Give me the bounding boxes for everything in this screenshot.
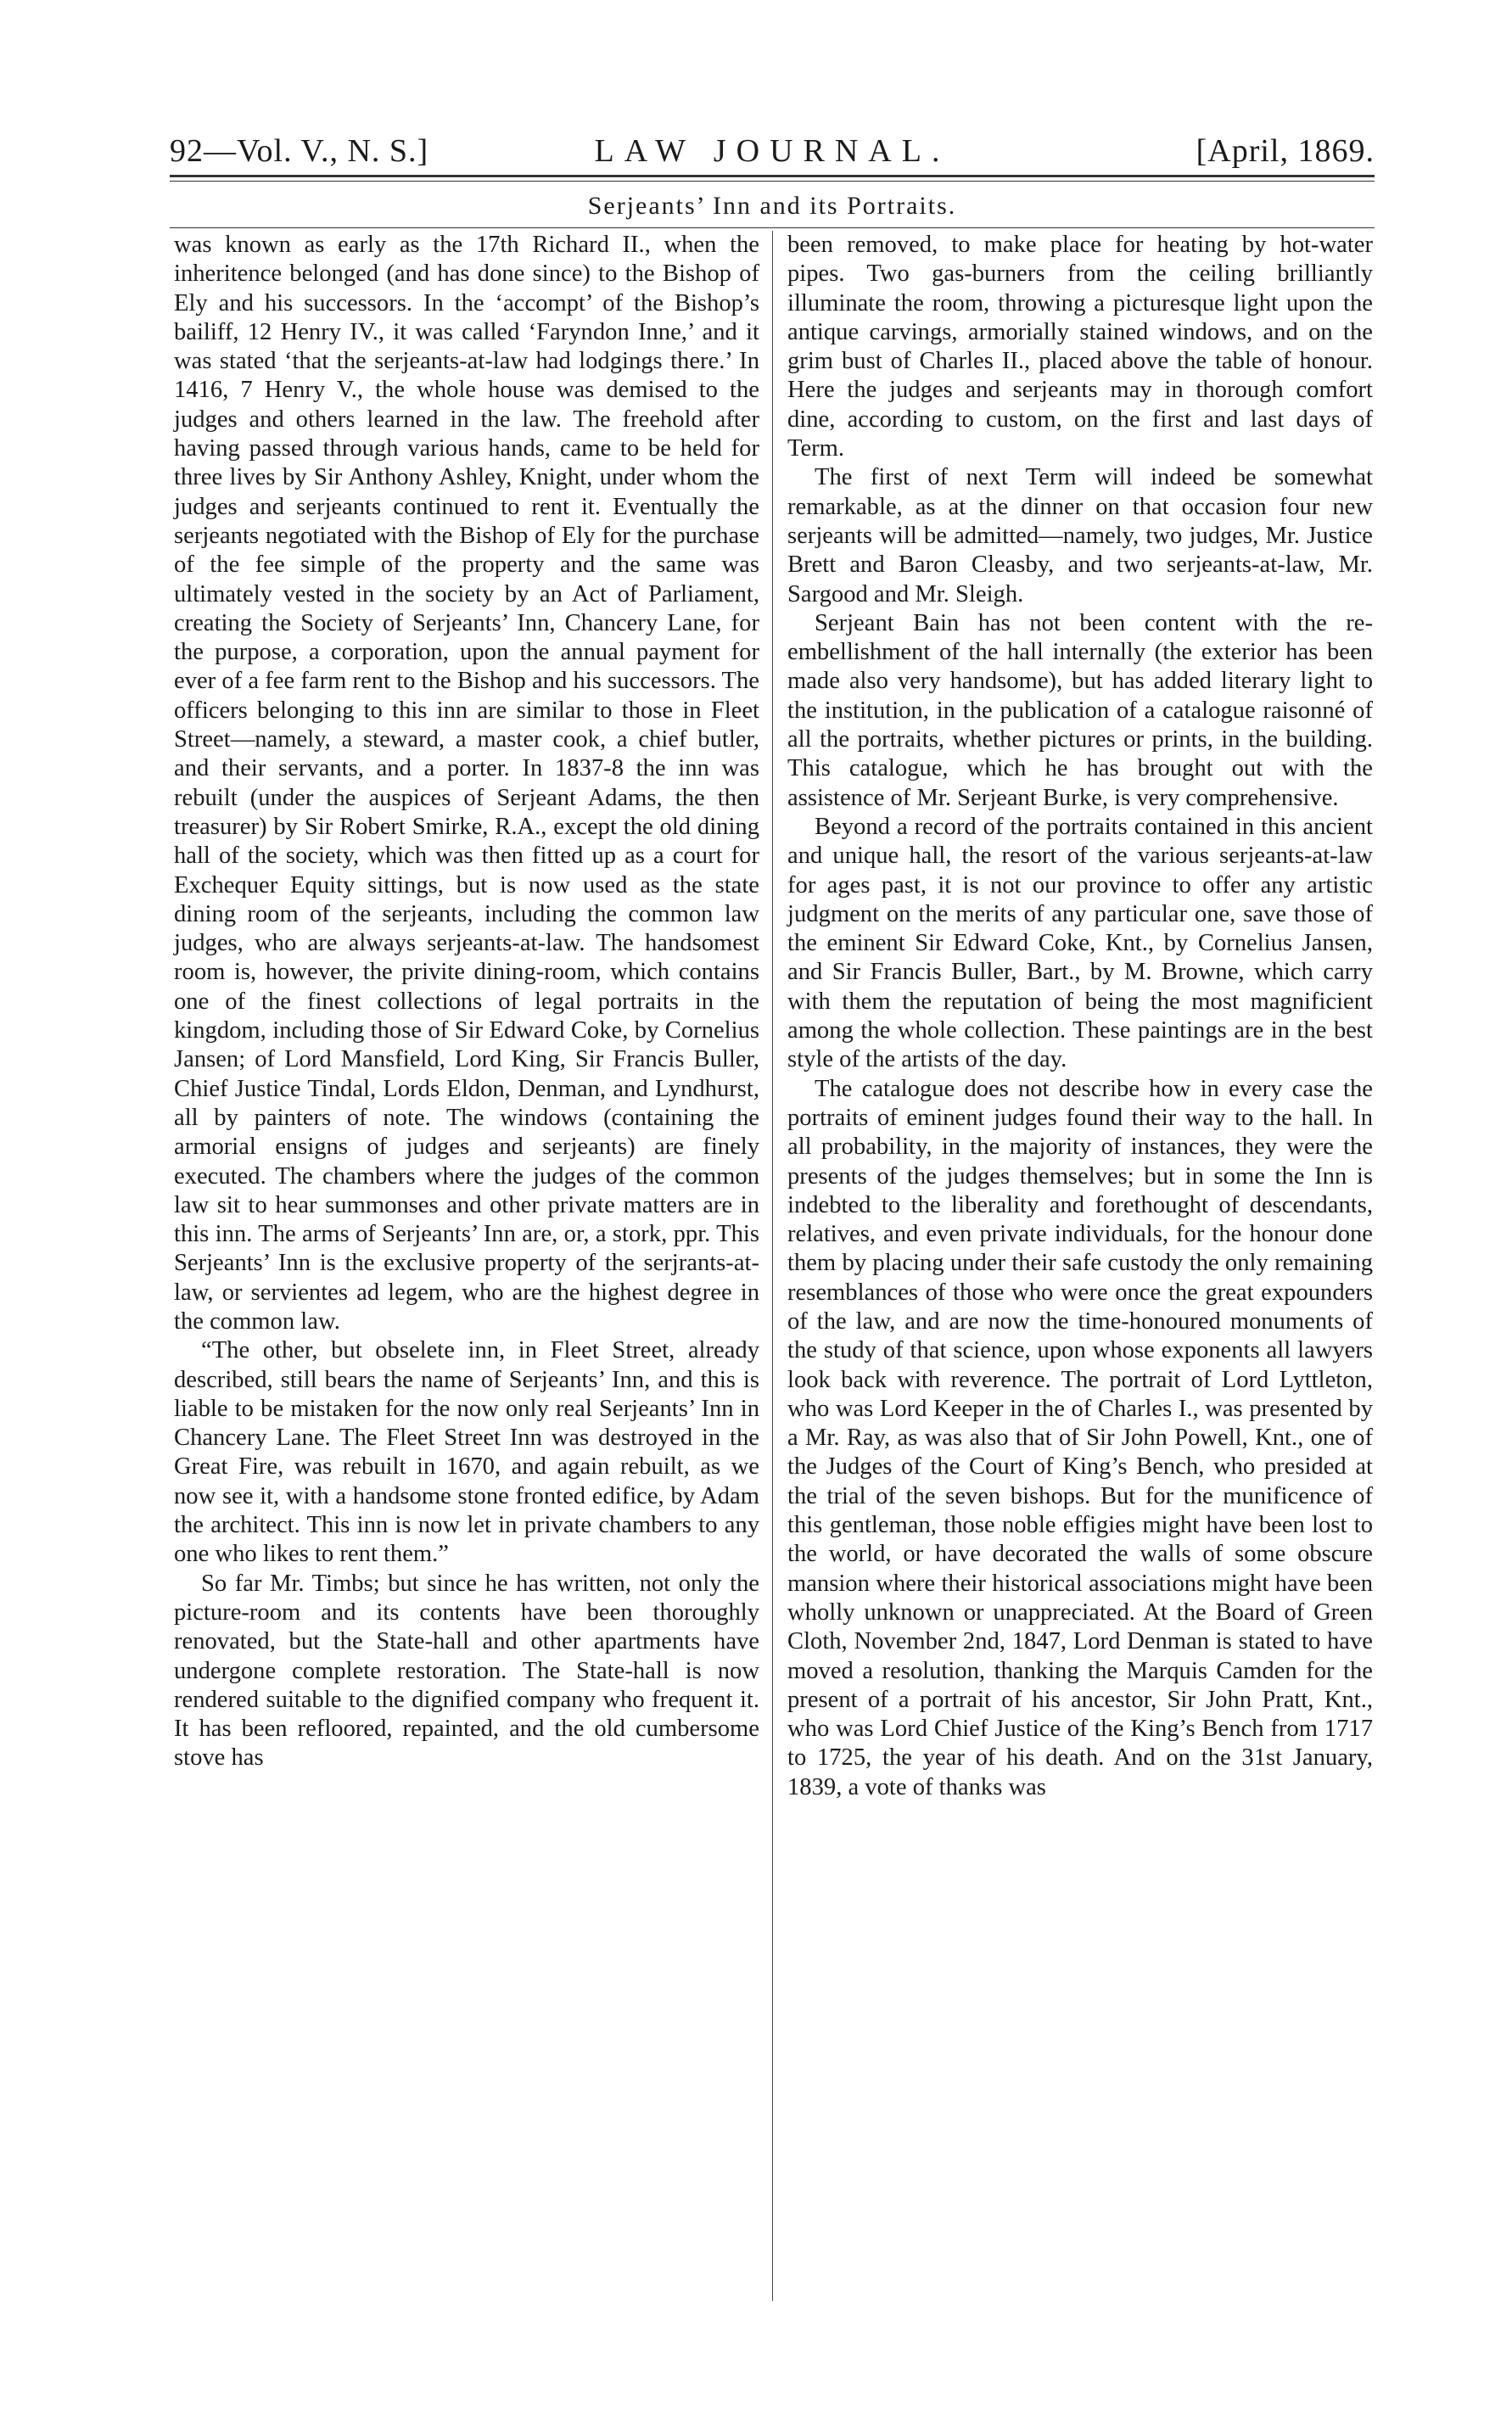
running-header [170,127,1375,178]
paragraph: The catalogue does not describe how in every case the portraits of eminent judges found their way to the hall. In all probability, in the majority of instances, they were the presents of the judges themselves; but in some the Inn is indebted to the liberality and forethought of descendants, relatives, and even private individuals, for the honour done them by placing under their safe custody the only remaining resemblances of those who were once the great expounders of the law, and are now the time-honoured monuments of the study of that science, upon whose exponents all lawyers look back with reverence. The portrait of Lord Lyttleton, who was Lord Keeper in the of Charles I., was presented by a Mr. Ray, as was also that of Sir John Powell, Knt., one of the Judges of the Court of King’s Bench, who presided at the trial of the seven bishops. But for the munificence of this gentleman, those noble effigies might have been lost to the world, or have decorated the walls of some obscure mansion where their historical associations might have been wholly unknown or unappreciated. At the Board of Green Cloth, November 2nd, 1847, Lord Denman is stated to have moved a resolution, thanking the Marquis Camden for the present of a portrait of his ancestor, Sir John Pratt, Knt., who was Lord Chief Justice of the King’s Bench from 1717 to 1725, the year of his death. And on the 31st January, 1839, a vote of thanks was [787,1075,1373,1800]
section-title: Serjeants’ Inn and its Portraits. [587,192,957,220]
header-rule-thick [170,175,1375,177]
issue-date: [April, 1869. [1196,133,1375,169]
section-rule [170,227,1375,228]
paragraph: was known as early as the 17th Richard II., when the inheritence belonged (and has done since) to the Bishop of Ely and his successors. In the ‘accompt’ of the Bishop’s bailiff, 12 Henry IV., it was called ‘Faryndon Inne,’ and it was stated ‘that the serjeants-at-law had lodgings there.’ In 1416, 7 Henry V., the whole house was demised to the judges and others learned in the law. The freehold after having passed through various hands, came to be held for three lives by Sir Anthony Ashley, Knight, under whom the judges and serjeants continued to rent it. Eventually the serjeants negotiated with the Bishop of Ely for the purchase of the fee simple of the property and the same was ultimately vested in the society by an Act of Parliament, creating the Society of Serjeants’ Inn, Chancery Lane, for the purpose, a corporation, upon the annual payment for ever of a fee farm rent to the Bishop and his successors. The officers belonging to this inn are similar to those in Fleet Street—namely, a steward, a master cook, a chief butler, and their servants, and a porter. In 1837-8 the inn was rebuilt (under the auspices of Serjeant Adams, the then treasurer) by Sir Robert Smirke, R.A., except the old dining hall of the society, which was then fitted up as a court for Exchequer Equity sittings, but is now used as the state dining room of the serjeants, including the common law judges, who are always serjeants-at-law. The handsomest room is, however, the privite dining-room, which contains one of the finest collections of legal portraits in the kingdom, including those of Sir Edward Coke, by Cornelius Jansen; of Lord Mansfield, Lord King, Sir Francis Buller, Chief Justice Tindal, Lords Eldon, Denman, and Lyndhurst, all by painters of note. The windows (containing the armorial ensigns of judges and serjeants) are finely executed. The chambers where the judges of the common law sit to hear summonses and other private matters are in this inn. The arms of Serjeants’ Inn are, or, a stork, ppr. This Serjeants’ Inn is the exclusive property of the serjrants-at-law, or servientes ad legem, who are the highest degree in the common law. [174,232,759,1335]
left-column [174,231,759,1773]
paragraph: So far Mr. Timbs; but since he has written, not only the picture-room and its contents have been thoroughly renovated, but the State-hall and other apartments have undergone complete restoration. The State-hall is now rendered suitable to the dignified company who frequent it. It has been refloored, repainted, and the old cumbersome stove has [174,1570,759,1772]
header-rule-thin [170,181,1375,182]
paragraph: The first of next Term will indeed be somewhat remarkable, as at the dinner on that occasion four new serjeants will be admitted—namely, two judges, Mr. Justice Brett and Baron Cleasby, and two serjeants-at-law, Mr. Sargood and Mr. Sleigh. [787,464,1373,607]
paragraph: “The other, but obselete inn, in Fleet Street, already described, still bears the name of Serjeants’ Inn, and this is liable to be mistaken for the now only real Serjeants’ Inn in Chancery Lane. The Fleet Street Inn was destroyed in the Great Fire, was rebuilt in 1670, and again rebuilt, as we now see it, with a handsome stone fronted edifice, by Adam the architect. This inn is now let in private chambers to any one who likes to rent them.” [174,1337,759,1568]
right-column [787,231,1373,1802]
page-volume-reference: 92—Vol. V., N. S.] [170,133,429,169]
column-divider [772,231,773,2301]
paragraph: Serjeant Bain has not been content with the re-embellishment of the hall internally (the exterior has been made also very handsome), but has added literary light to the institution, in the publication of a catalogue raisonné of all the portraits, whether pictures or prints, in the building. This catalogue, which he has brought out with the assistence of Mr. Serjeant Burke, is very comprehensive. [787,609,1373,811]
journal-title: LAW JOURNAL. [594,133,950,169]
paragraph: Beyond a record of the portraits contained in this ancient and unique hall, the resort of the various serjeants-at-law for ages past, it is not our province to offer any artistic judgment on the merits of any particular one, save those of the eminent Sir Edward Coke, Knt., by Cornelius Jansen, and Sir Francis Buller, Bart., by M. Browne, which carry with them the reputation of being the most magnificient among the whole collection. These paintings are in the best style of the artists of the day. [787,813,1373,1073]
paragraph: been removed, to make place for heating by hot-water pipes. Two gas-burners from the ceiling brilliantly illuminate the room, throwing a picturesque light upon the antique carvings, armorially stained windows, and on the grim bust of Charles II., placed above the table of honour. Here the judges and serjeants may in thorough comfort dine, according to custom, on the first and last days of Term. [787,232,1373,462]
